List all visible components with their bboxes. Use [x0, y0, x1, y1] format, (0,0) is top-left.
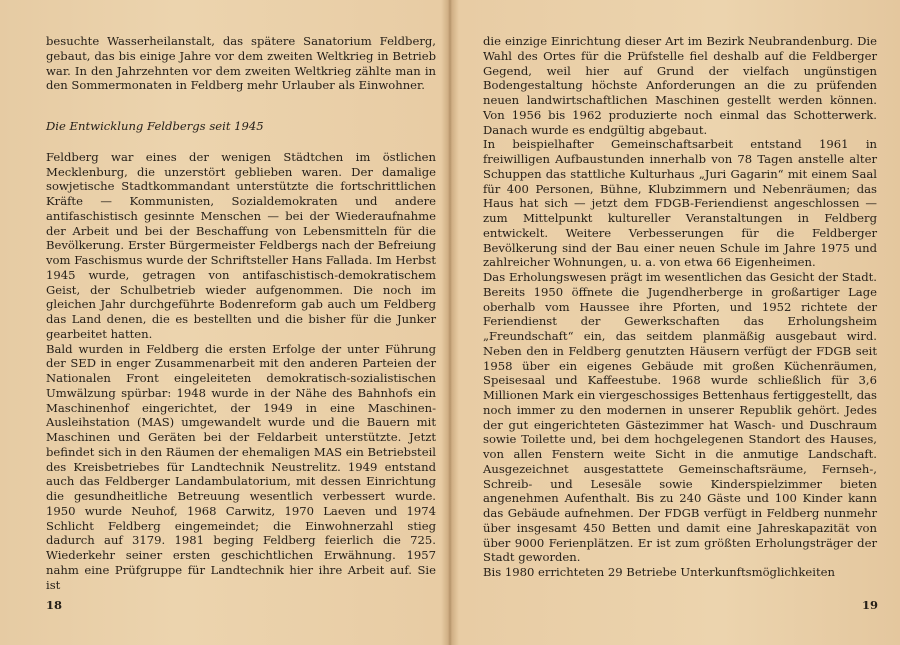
left-page-number: 18	[46, 598, 63, 612]
right-paragraph-3: Das Erholungswesen prägt im wesentlichen das Gesicht der Stadt. Bereits 1950 öffnete die Jugendherberge in großartiger Lage oberhalb vom Haussee ihre Pforten, und 1952 richtete der Feriendienst der Gewerkschaften das Erholungsheim „Freundschaft“ ein, das seitdem planmäßig ausgebaut wird. Neben den in Feldberg genutzten Häusern verfügt der FDGB seit 1958 über ein eigenes Gebäude mit großen Küchenräumen, Speisesaal und Kaffeestube. 1968 wurde schließlich für 3,6 Millionen Mark ein viergeschossiges Bettenhaus fertiggestellt, das noch immer zu den modernen in unserer Republik gehört. Jedes der gut eingerichteten Gästezimmer hat Wasch- und Duschraum sowie Toilette und, bei dem hochgelegenen Standort des Hauses, von allen Fenstern weite Sicht in die anmutige Landschaft. Ausgezeichnet ausgestattete Gemeinschaftsräume, Fernseh-, Schreib- und Lesesäle sowie Kinderspielzimmer bieten angenehmen Aufenthalt. Bis zu 240 Gäste und 100 Kinder kann das Gebäude aufnehmen. Der FDGB verfügt in Feldberg nunmehr über insgesamt 450 Betten und damit eine Jahreskapazität von über 9000 Ferienplätzen. Er ist zum größten Erholungsträger der Stadt geworden.	[483, 270, 877, 565]
left-paragraph-2: Bald wurden in Feldberg die ersten Erfolge der unter Führung der SED in enger Zusammenarbeit mit den anderen Parteien der Nationalen Front eingeleiteten demokratisch-sozialistischen Umwälzung spürbar: 1948 wurde in der Nähe des Bahnhofs ein Maschinenhof eingerichtet, der 1949 in eine Maschinen-Ausleihstation (MAS) umgewandelt wurde und die Bauern mit Maschinen und Geräten bei der Feldarbeit unterstützte. Jetzt befindet sich in den Räumen der ehemaligen MAS ein Betriebsteil des Kreisbetriebes für Landtechnik Neustrelitz. 1949 entstand auch das Feldberger Landambulatorium, mit dessen Einrichtung die gesundheitliche Betreuung wesentlich verbessert wurde. 1950 wurde Neuhof, 1968 Carwitz, 1970 Laeven und 1974 Schlicht Feldberg eingemeindet; die Einwohnerzahl stieg dadurch auf 3179. 1981 beging Feldberg feierlich die 725. Wiederkehr seiner ersten geschichtlichen Erwähnung. 1957 nahm eine Prüfgruppe für Landtechnik hier ihre Arbeit auf. Sie ist	[46, 341, 436, 592]
left-paragraph-1: Feldberg war eines der wenigen Städtchen im östlichen Mecklenburg, die unzerstört geblieben waren. Der damalige sowjetische Stadtkommandant unterstützte die fortschrittlichen Kräfte — Kommunisten, Sozialdemokraten und andere antifaschistisch gesinnte Menschen — bei der Wiederaufnahme der Arbeit und bei der Beschaffung von Lebensmitteln für die Bevölkerung. Erster Bürgermeister Feldbergs nach der Befreiung vom Faschismus wurde der Schriftsteller Hans Fallada. Im Herbst 1945 wurde, getragen von antifaschistisch-demokratischem Geist, der Schulbetrieb wieder aufgenommen. Die noch im gleichen Jahr durchgeführte Bodenreform gab auch um Feldberg das Land denen, die es bestellten und die bisher für die Junker gearbeitet hatten.	[46, 149, 436, 341]
right-page	[483, 34, 877, 580]
right-page-number: 19	[862, 598, 879, 612]
right-paragraph-2: In beispielhafter Gemeinschaftsarbeit entstand 1961 in freiwilligen Aufbaustunden innerhalb von 78 Tagen anstelle alter Schuppen das stattliche Kulturhaus „Juri Gagarin“ mit einem Saal für 400 Personen, Bühne, Klubzimmern und Nebenräumen; das Haus hat sich — jetzt dem FDGB-Feriendienst angeschlossen — zum Mittelpunkt kultureller Veranstaltungen in Feldberg entwickelt. Weitere Verbesserungen für die Feldberger Bevölkerung sind der Bau einer neuen Schule im Jahre 1975 und zahlreicher Wohnungen, u. a. von etwa 66 Eigenheimen.	[483, 137, 877, 270]
right-paragraph-1: die einzige Einrichtung dieser Art im Bezirk Neubrandenburg. Die Wahl des Ortes für die Prüfstelle fiel deshalb auf die Feldberger Gegend, weil hier auf Grund der vielfach ungünstigen Bodengestaltung höchste Anforderungen an die zu prüfenden neuen landwirtschaftlichen Maschinen gestellt werden können. Von 1956 bis 1962 produzierte noch einmal das Schotterwerk. Danach wurde es endgültig abgebaut.	[483, 34, 877, 137]
left-page	[46, 34, 436, 592]
section-heading: Die Entwicklung Feldbergs seit 1945	[46, 119, 264, 133]
left-intro-paragraph: besuchte Wasserheilanstalt, das spätere Sanatorium Feldberg, gebaut, das bis einige Jahre vor dem zweiten Weltkrieg in Betrieb war. In den Jahrzehnten vor dem zweiten Weltkrieg zählte man in den Sommermonaten in Feldberg mehr Urlauber als Einwohner.	[46, 34, 436, 93]
book-fold	[448, 0, 452, 645]
right-paragraph-4: Bis 1980 errichteten 29 Betriebe Unterkunftsmöglichkeiten	[483, 565, 835, 579]
